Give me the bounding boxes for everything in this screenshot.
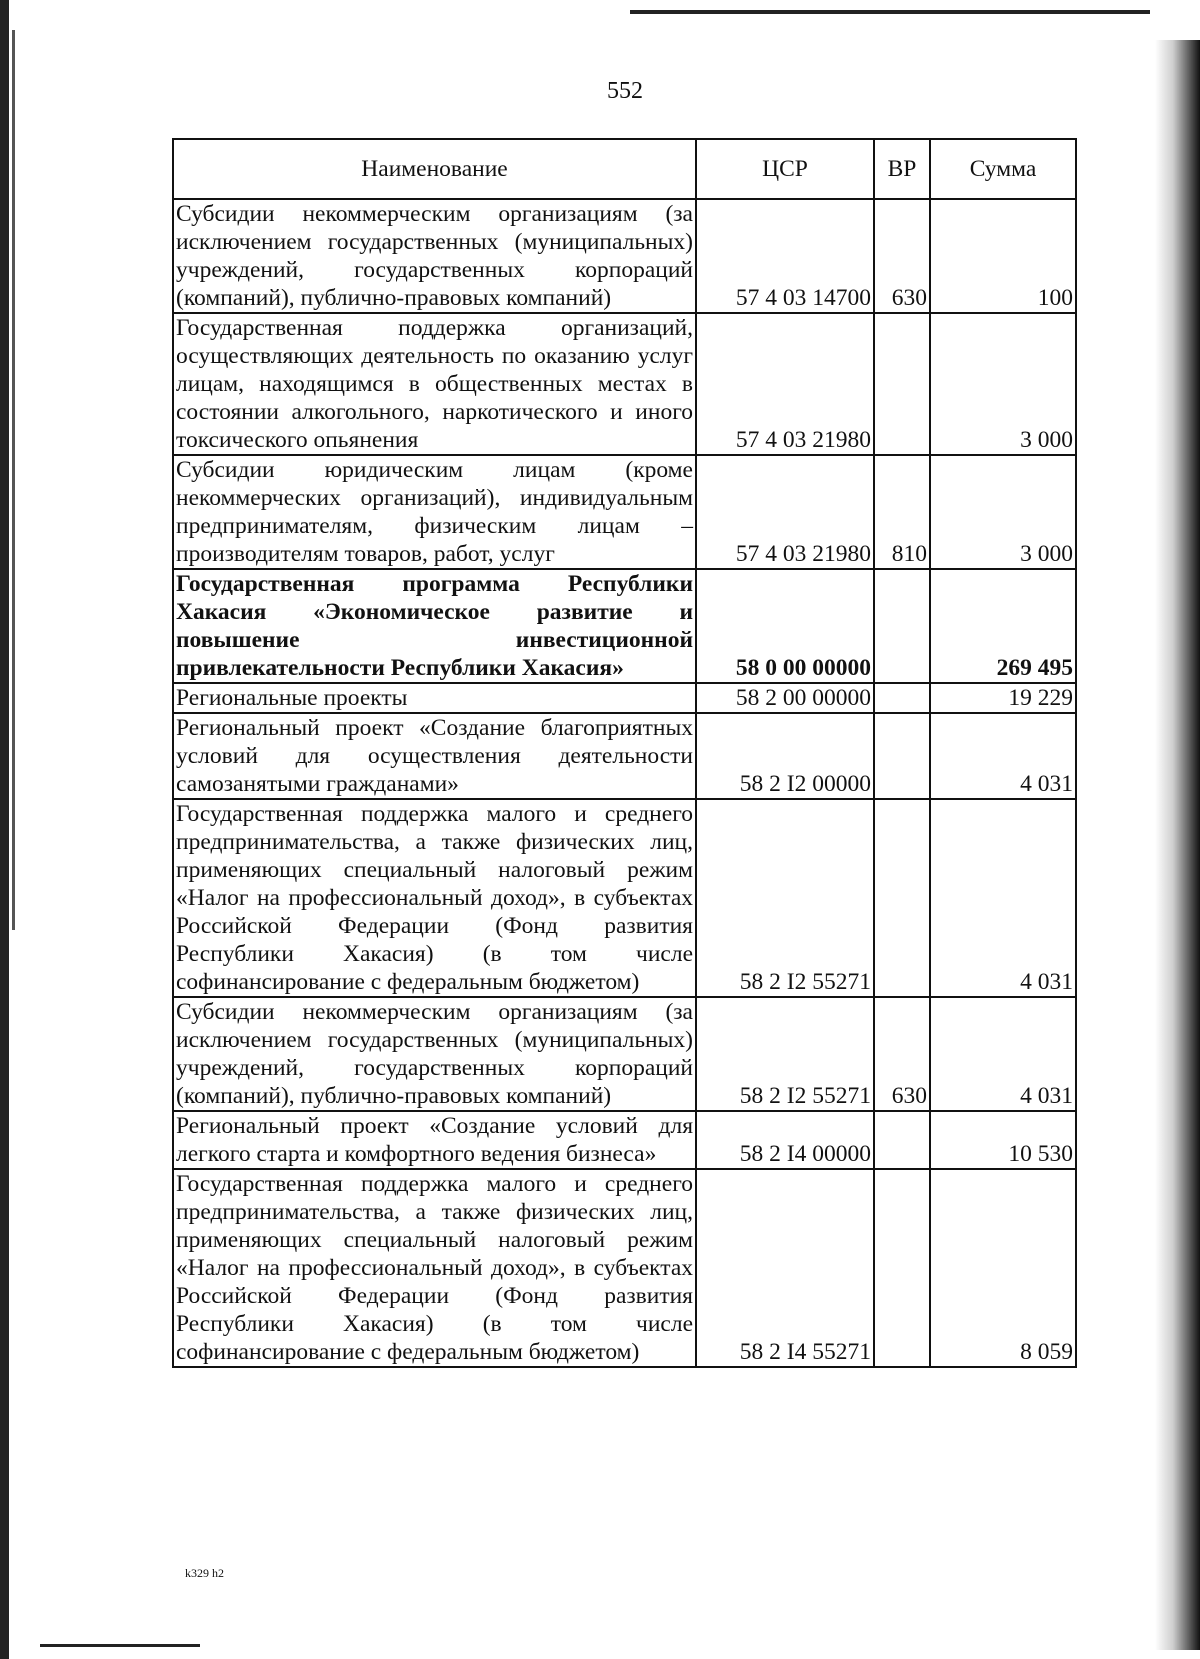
row-vr — [874, 799, 930, 997]
row-vr — [874, 683, 930, 713]
table-row — [173, 683, 1076, 713]
row-vr — [874, 713, 930, 799]
row-sum: 4 031 — [930, 997, 1076, 1111]
row-sum: 4 031 — [930, 799, 1076, 997]
row-vr — [874, 313, 930, 455]
scan-top-line — [630, 10, 1150, 14]
row-vr: 630 — [874, 199, 930, 313]
row-sum: 269 495 — [930, 569, 1076, 683]
scan-edge-left — [0, 0, 9, 1659]
table-row — [173, 997, 1076, 1111]
table-row — [173, 455, 1076, 569]
table-row — [173, 313, 1076, 455]
row-sum: 4 031 — [930, 713, 1076, 799]
header-name: Наименование — [173, 139, 696, 199]
row-sum: 8 059 — [930, 1169, 1076, 1367]
budget-table — [172, 138, 1077, 1368]
row-csr: 57 4 03 14700 — [696, 199, 874, 313]
table-row — [173, 713, 1076, 799]
scan-edge-mark — [12, 30, 15, 930]
row-name: Субсидии юридическим лицам (кроме некоммерческих организаций), индивидуальным предпринимателям, физическим лицам – производителям товаров, работ, услуг — [173, 455, 696, 569]
row-csr: 58 0 00 00000 — [696, 569, 874, 683]
row-csr: 57 4 03 21980 — [696, 455, 874, 569]
scan-bottom-line — [40, 1644, 200, 1647]
row-name: Региональные проекты — [173, 683, 696, 713]
header-csr: ЦСР — [696, 139, 874, 199]
row-vr: 810 — [874, 455, 930, 569]
row-sum: 10 530 — [930, 1111, 1076, 1169]
row-vr — [874, 1169, 930, 1367]
row-name: Субсидии некоммерческим организациям (за исключением государственных (муниципальных) учреждений, государственных корпораций (компаний), публично-правовых компаний) — [173, 997, 696, 1111]
row-csr: 57 4 03 21980 — [696, 313, 874, 455]
row-name: Региональный проект «Создание благоприятных условий для осуществления деятельности самозанятыми гражданами» — [173, 713, 696, 799]
row-vr — [874, 569, 930, 683]
row-sum: 19 229 — [930, 683, 1076, 713]
row-name: Государственная поддержка малого и среднего предпринимательства, а также физических лиц, применяющих специальный налоговый режим «Налог на профессиональный доход», в субъектах Российской Федерации (Фонд развития Республики Хакасия) (в том числе софинансирование с федеральным бюджетом) — [173, 799, 696, 997]
header-vr: ВР — [874, 139, 930, 199]
header-sum: Сумма — [930, 139, 1076, 199]
row-csr: 58 2 I2 55271 — [696, 799, 874, 997]
table-row — [173, 1169, 1076, 1367]
scan-edge-right — [1155, 40, 1200, 1650]
row-name: Региональный проект «Создание условий для легкого старта и комфортного ведения бизнеса» — [173, 1111, 696, 1169]
row-name: Государственная поддержка малого и среднего предпринимательства, а также физических лиц, применяющих специальный налоговый режим «Налог на профессиональный доход», в субъектах Российской Федерации (Фонд развития Республики Хакасия) (в том числе софинансирование с федеральным бюджетом) — [173, 1169, 696, 1367]
row-csr: 58 2 I4 55271 — [696, 1169, 874, 1367]
table-row — [173, 799, 1076, 997]
table-body — [173, 199, 1076, 1367]
footer-code: k329 h2 — [185, 1566, 224, 1580]
row-csr: 58 2 I2 55271 — [696, 997, 874, 1111]
table-row — [173, 199, 1076, 313]
row-sum: 3 000 — [930, 313, 1076, 455]
page-number: 552 — [607, 78, 643, 104]
table-row-program — [173, 569, 1076, 683]
table-header-row — [173, 139, 1076, 199]
row-name: Государственная программа Республики Хакасия «Экономическое развитие и повышение инвестиционной привлекательности Республики Хакасия» — [173, 569, 696, 683]
row-sum: 100 — [930, 199, 1076, 313]
row-name: Субсидии некоммерческим организациям (за исключением государственных (муниципальных) учреждений, государственных корпораций (компаний), публично-правовых компаний) — [173, 199, 696, 313]
row-csr: 58 2 I4 00000 — [696, 1111, 874, 1169]
row-csr: 58 2 00 00000 — [696, 683, 874, 713]
row-name: Государственная поддержка организаций, осуществляющих деятельность по оказанию услуг лицам, находящимся в общественных местах в состоянии алкогольного, наркотического и иного токсического опьянения — [173, 313, 696, 455]
row-sum: 3 000 — [930, 455, 1076, 569]
row-vr — [874, 1111, 930, 1169]
table-row — [173, 1111, 1076, 1169]
row-vr: 630 — [874, 997, 930, 1111]
row-csr: 58 2 I2 00000 — [696, 713, 874, 799]
